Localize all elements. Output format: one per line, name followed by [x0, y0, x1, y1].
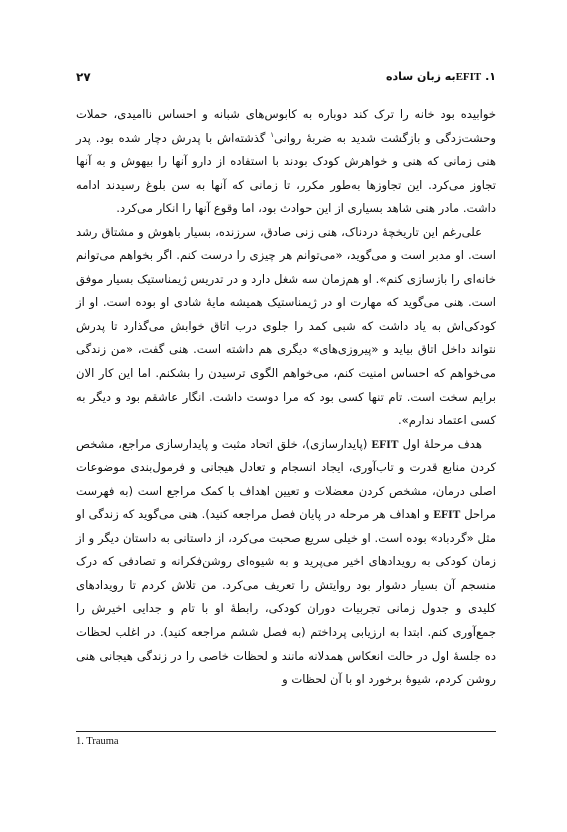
running-title-suffix: به زبان ساده [386, 70, 456, 83]
footnote-divider [76, 731, 496, 732]
page-header [76, 70, 496, 88]
paragraph-1-part-a: خوابیده بود خانه را ترک کند دوباره به کابوس‌های شبانه و احساس ناامیدی، حملات وحشت‌زدگی و بازگشت شدید به ضربهٔ روانی [76, 107, 496, 145]
paragraph-1-part-b: گذشته‌اش با پدرش دچار شده بود. پدر هنی زمانی که هنی و خواهرش کودک بودند با استفاده از دارو آنها را بیهوش و به آنها تجاوز می‌کرد. این تجاوزها به‌طور مکرر، تا زمانی که آنها به سن بلوغ رسیدند ادامه داشت. مادر هنی شاهد بسیاری از این حوادث بود، اما وقوع آنها را انکار می‌کرد. [76, 130, 496, 216]
running-title [386, 70, 496, 83]
paragraph-3-part-c: و اهداف هر مرحله در پایان فصل مراجعه کنید). هنی می‌گوید که زندگی او مثل «گردباد» بوده است. او خیلی سریع صحبت می‌کرد، از داستانی به داستان دیگر و از زمان کودکی به رویدادهای اخیر می‌پرید و به شیوه‌ای روشن‌فکرانه و تصادفی که درک منسجم آن بسیار دشوار بود روایتش را تعریف می‌کرد. من تلاش کردم تا رویدادهای کلیدی و جدول زمانی تجربیات دوران کودکی، رابطهٔ او با تام و جدایی اخیرش را جمع‌آوری کنم. ابتدا به ارزیابی پرداختم (به فصل ششم مراجعه کنید). در اغلب لحظات ده جلسهٔ اول در حالت انعکاس همدلانه مانند و لحظات خاصی را در زندگی هیجانی هنی روشن کردم، شیوهٔ برخورد او با آن لحظات و [76, 507, 496, 687]
footnote-reference: ۱ [270, 130, 274, 139]
paragraph-3-part-a: هدف مرحلهٔ اول [398, 436, 482, 451]
footnote [76, 736, 119, 747]
footnote-number: 1 [76, 736, 82, 747]
footnote-text: . Trauma [81, 736, 119, 747]
paragraph-3-efit-2: EFIT [433, 508, 461, 522]
running-title-latin: EFIT [455, 71, 482, 83]
page-number: ۲۷ [76, 70, 91, 84]
paragraph-1 [76, 103, 496, 221]
paragraph-3-part-b: (پایدارسازی)، خلق اتحاد مثبت و پایدارسازی مراجع، مشخص کردن منابع قدرت و تاب‌آوری، ایجاد انسجام و تعادل هیجانی و فرمول‌بندی موضوعات اصلی درمان، مشخص کردن معضلات و تعیین اهداف با کمک مراجع است (به فهرست مراحل [76, 436, 496, 522]
body-text [76, 103, 496, 692]
paragraph-3 [76, 433, 496, 692]
paragraph-3-efit-1: EFIT [371, 437, 399, 451]
running-title-prefix: ۱. [481, 70, 496, 83]
paragraph-2: علی‌رغم این تاریخچهٔ دردناک، هنی زنی صادق، سرزنده، بسیار باهوش و مشتاق رشد است. او مدبر است و می‌گوید، «می‌توانم هر چیزی را درست کنم. اگر بخواهم می‌توانم خانه‌ای را بازسازی کنم». او هم‌زمان سه شغل دارد و در تدریس ژیمناستیک بسیار موفق است. هنی می‌گوید که مهارت او در ژیمناستیک همیشه مایهٔ شادی او بوده است. او از کودکی‌اش به یاد داشت که شبی کمد را جلوی درب اتاق خوابش می‌گذارد تا پدرش نتواند داخل اتاق بیاید و «پیروزی‌های» دیگری هم داشته است. هنی گفت، «من زندگی می‌خواهم که احساس امنیت کنم، می‌خواهم الگوی ترسیدن را بشکنم. اما این کار الان برایم سخت است. تام تنها کسی بود که مرا دوست داشت. انگار عاشقم بود و دیگر به کسی اعتماد ندارم». [76, 224, 496, 428]
